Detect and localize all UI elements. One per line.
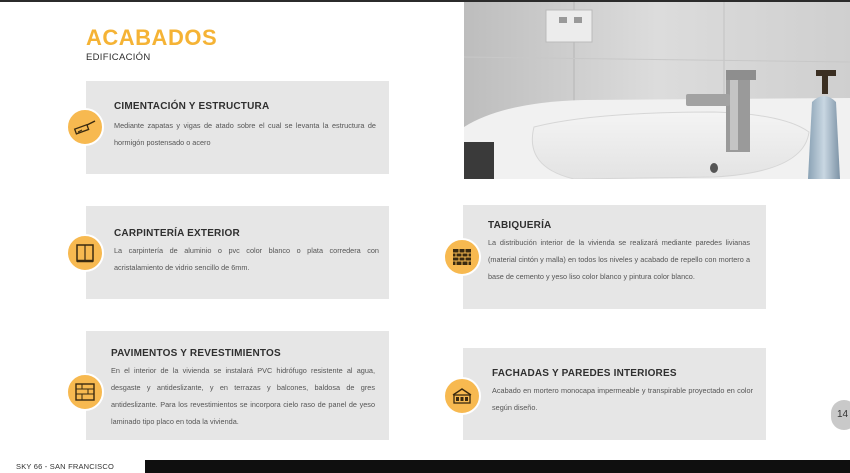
card-title: CIMENTACIÓN Y ESTRUCTURA bbox=[114, 101, 270, 112]
card-text: Mediante zapatas y vigas de atado sobre el cual se levanta la estructura de hormigón postensado o acero bbox=[114, 121, 376, 147]
card-text: Acabado en mortero monocapa impermeable y transpirable proyectado en color según diseño. bbox=[492, 386, 753, 412]
page-subtitle: EDIFICACIÓN bbox=[86, 52, 151, 63]
card-cimentacion bbox=[86, 81, 389, 174]
window-icon bbox=[66, 234, 104, 272]
card-text: En el interior de la vivienda se instalará PVC hidrófugo resistente al agua, desgaste y antideslizante, y en terrazas y balcones, baldosa de gres antideslizante. Para los revestimientos se incorpora cielo raso de panel de yeso laminado tipo placo en toda la vivienda. bbox=[111, 366, 375, 426]
card-pavimentos bbox=[86, 331, 389, 440]
tiles-icon bbox=[66, 373, 104, 411]
card-title: FACHADAS Y PAREDES INTERIORES bbox=[492, 368, 677, 379]
page-title: ACABADOS bbox=[86, 25, 218, 50]
card-fachadas bbox=[463, 348, 766, 440]
card-tabiqueria bbox=[463, 205, 766, 309]
footer-label: SKY 66 - SAN FRANCISCO bbox=[16, 462, 115, 471]
footer-bar bbox=[145, 460, 850, 473]
card-title: TABIQUERÍA bbox=[488, 220, 552, 231]
drill-icon bbox=[66, 108, 104, 146]
card-carpinteria bbox=[86, 206, 389, 299]
bathroom-sink-photo bbox=[464, 2, 850, 179]
facade-icon bbox=[443, 377, 481, 415]
page-number: 14 bbox=[831, 400, 850, 430]
brick-wall-icon bbox=[443, 238, 481, 276]
card-text: La carpintería de aluminio o pvc color blanco o plata corredera con acristalamiento de vidrio sencillo de 6mm. bbox=[114, 246, 379, 272]
card-text: La distribución interior de la vivienda se realizará mediante paredes livianas (material cintón y malla) en todos los niveles y acabado de repello con mortero a base de cemento y yeso liso color blanco y pintura color blanco. bbox=[488, 238, 750, 281]
card-title: PAVIMENTOS Y REVESTIMIENTOS bbox=[111, 348, 281, 359]
card-title: CARPINTERÍA EXTERIOR bbox=[114, 228, 240, 239]
